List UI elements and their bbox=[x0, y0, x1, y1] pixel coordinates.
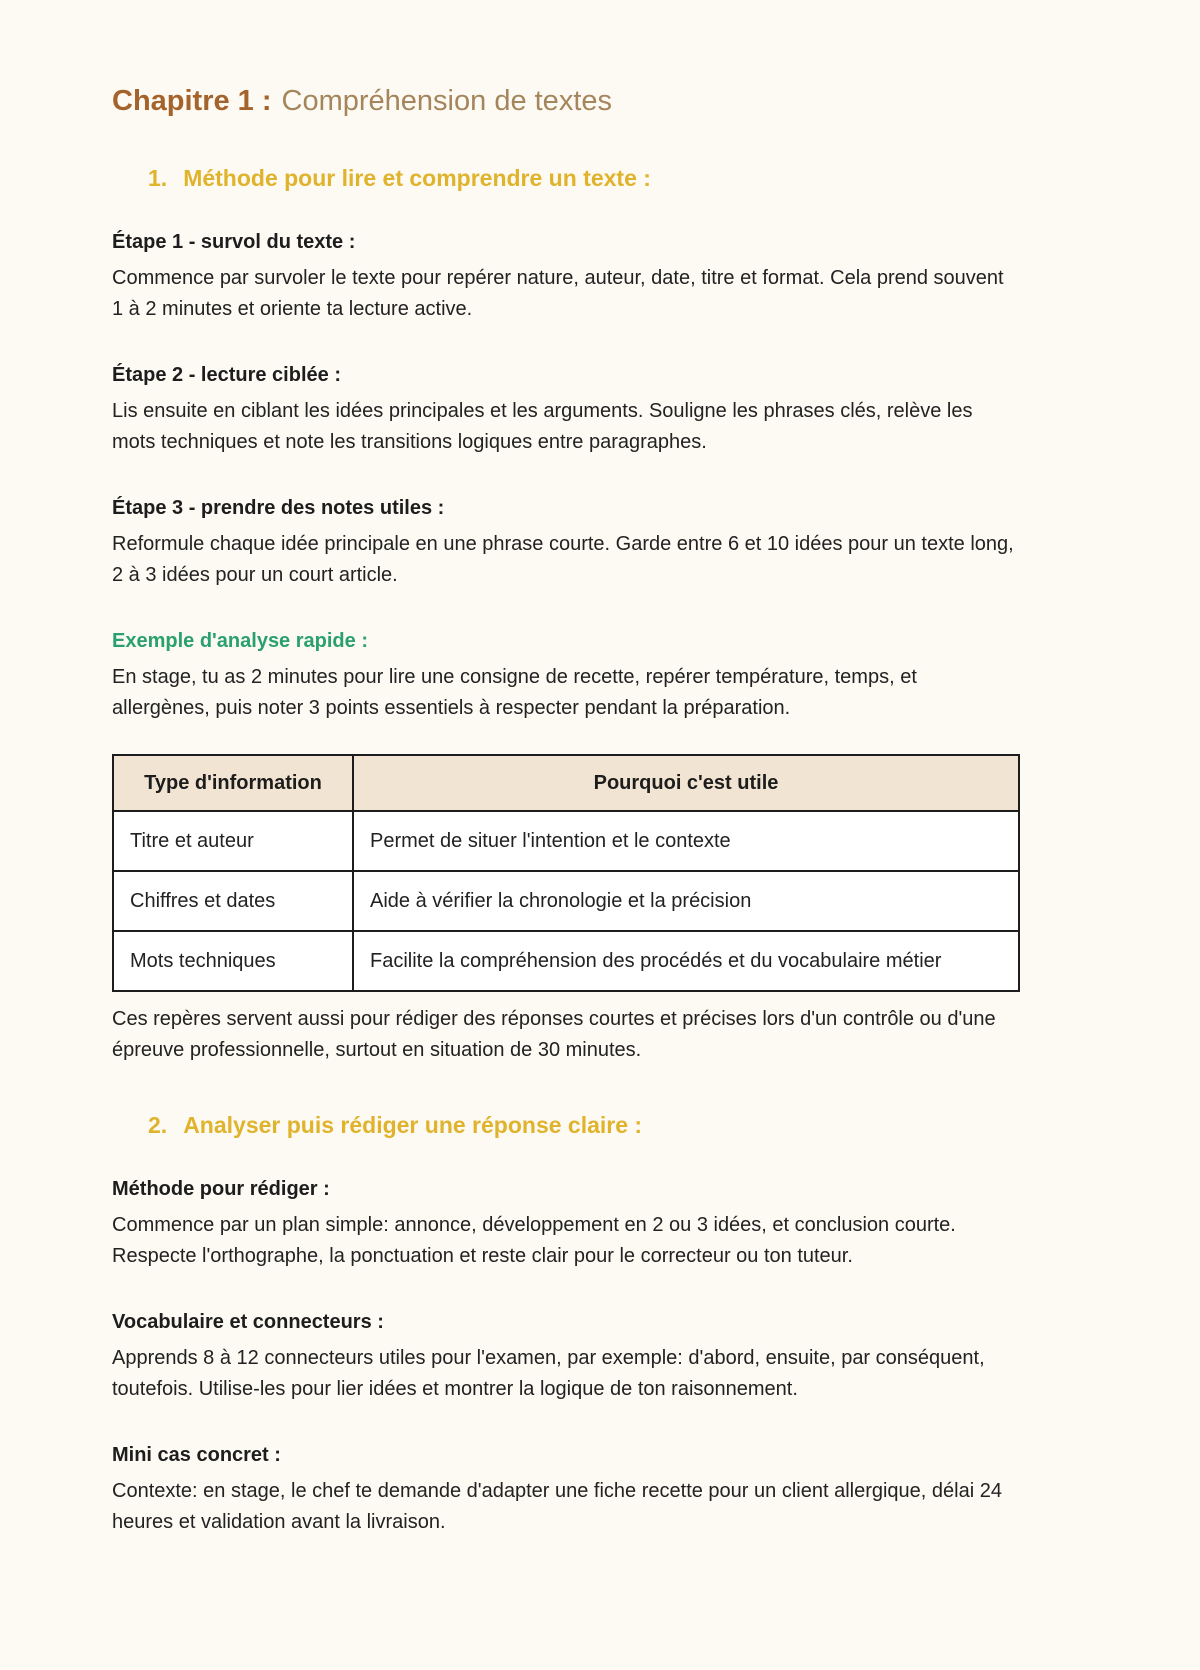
table-header-type: Type d'information bbox=[113, 755, 353, 811]
info-table-head bbox=[113, 755, 1019, 811]
write-method-heading: Méthode pour rédiger : bbox=[112, 1177, 330, 1200]
step-3-heading: Étape 3 - prendre des notes utiles : bbox=[112, 496, 445, 519]
step-3-body: Reformule chaque idée principale en une phrase courte. Garde entre 6 et 10 idées pour un texte long, 2 à 3 idées pour un court article. bbox=[112, 532, 1014, 586]
example-body: En stage, tu as 2 minutes pour lire une consigne de recette, repérer température, temps, et allergènes, puis noter 3 points essentiels à respecter pendant la préparation. bbox=[112, 665, 917, 719]
step-1-heading: Étape 1 - survol du texte : bbox=[112, 230, 356, 253]
table-header-row bbox=[113, 755, 1019, 811]
mini-case-heading: Mini cas concret : bbox=[112, 1443, 281, 1466]
step-3-block bbox=[112, 494, 1020, 591]
section-1-number: 1. bbox=[148, 164, 168, 191]
example-block bbox=[112, 627, 1020, 724]
section-2-heading bbox=[112, 1112, 1020, 1139]
step-2-body: Lis ensuite en ciblant les idées principales et les arguments. Souligne les phrases clés, relève les mots techniques et note les transitions logiques entre paragraphes. bbox=[112, 399, 973, 453]
table-cell-type-3: Mots techniques bbox=[113, 931, 353, 991]
step-1-block bbox=[112, 228, 1020, 325]
table-row bbox=[113, 811, 1019, 871]
step-2-heading: Étape 2 - lecture ciblée : bbox=[112, 363, 341, 386]
section-1-title: Méthode pour lire et comprendre un texte : bbox=[183, 164, 651, 191]
vocabulary-heading: Vocabulaire et connecteurs : bbox=[112, 1310, 384, 1333]
info-table bbox=[112, 754, 1020, 992]
vocabulary-body: Apprends 8 à 12 connecteurs utiles pour l'examen, par exemple: d'abord, ensuite, par conséquent, toutefois. Utilise-les pour lier idées et montrer la logique de ton raisonnement. bbox=[112, 1346, 985, 1400]
after-table-note: Ces repères servent aussi pour rédiger des réponses courtes et précises lors d'un contrôle ou d'une épreuve professionnelle, surtout en situation de 30 minutes. bbox=[112, 1007, 996, 1061]
table-header-why: Pourquoi c'est utile bbox=[353, 755, 1019, 811]
chapter-title-label: Chapitre 1 : bbox=[112, 85, 272, 117]
mini-case-body: Contexte: en stage, le chef te demande d'adapter une fiche recette pour un client allergique, délai 24 heures et validation avant la livraison. bbox=[112, 1479, 1002, 1533]
chapter-title-text: Compréhension de textes bbox=[281, 85, 613, 117]
chapter-title bbox=[112, 84, 1020, 119]
table-row bbox=[113, 931, 1019, 991]
table-cell-why-1: Permet de situer l'intention et le contexte bbox=[353, 811, 1019, 871]
step-2-block bbox=[112, 361, 1020, 458]
step-1-body: Commence par survoler le texte pour repérer nature, auteur, date, titre et format. Cela prend souvent 1 à 2 minutes et oriente ta lecture active. bbox=[112, 266, 1004, 320]
section-1-heading bbox=[112, 165, 1020, 192]
example-heading: Exemple d'analyse rapide : bbox=[112, 629, 368, 652]
document-content bbox=[112, 84, 1020, 1538]
table-cell-why-2: Aide à vérifier la chronologie et la précision bbox=[353, 871, 1019, 931]
table-cell-type-2: Chiffres et dates bbox=[113, 871, 353, 931]
vocabulary-block bbox=[112, 1308, 1020, 1405]
mini-case-block bbox=[112, 1441, 1020, 1538]
section-2-title: Analyser puis rédiger une réponse claire : bbox=[183, 1111, 643, 1138]
write-method-body: Commence par un plan simple: annonce, développement en 2 ou 3 idées, et conclusion courte. Respecte l'orthographe, la ponctuation et reste clair pour le correcteur ou ton tuteur. bbox=[112, 1213, 956, 1267]
table-cell-type-1: Titre et auteur bbox=[113, 811, 353, 871]
table-row bbox=[113, 871, 1019, 931]
table-cell-why-3: Facilite la compréhension des procédés et du vocabulaire métier bbox=[353, 931, 1019, 991]
info-table-body bbox=[113, 811, 1019, 991]
section-2-number: 2. bbox=[148, 1111, 168, 1138]
write-method-block bbox=[112, 1175, 1020, 1272]
